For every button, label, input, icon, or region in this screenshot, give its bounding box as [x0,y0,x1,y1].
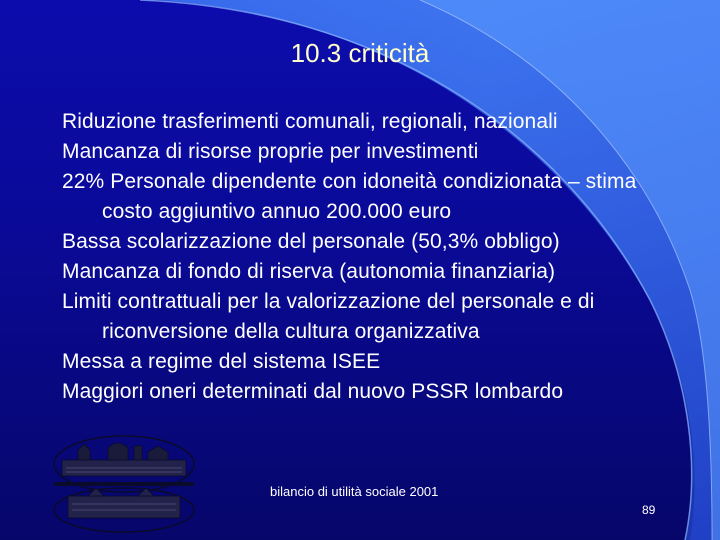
bullet-item: Maggiori oneri determinati dal nuovo PSSR lombardo [62,380,564,403]
slide-title: 10.3 criticità [290,38,430,68]
footer-text: bilancio di utilità sociale 2001 [270,484,439,499]
bullet-item: Mancanza di fondo di riserva (autonomia finanziaria) [62,260,556,283]
page-number: 89 [642,503,656,517]
bullet-item: Mancanza di risorse proprie per investimenti [62,140,479,163]
bullet-list [62,107,662,407]
bullet-item: Riduzione trasferimenti comunali, regionali, nazionali [62,110,558,133]
bullet-item: Limiti contrattuali per la valorizzazione del personale e di riconversione della cultura organizzativa [62,290,595,343]
bullet-item: 22% Personale dipendente con idoneità condizionata – stima costo aggiuntivo annuo 200.000 euro [62,170,637,223]
bullet-item: Messa a regime del sistema ISEE [62,350,381,373]
city-seal-logo-icon [48,434,200,536]
bullet-item: Bassa scolarizzazione del personale (50,3% obbligo) [62,230,560,253]
